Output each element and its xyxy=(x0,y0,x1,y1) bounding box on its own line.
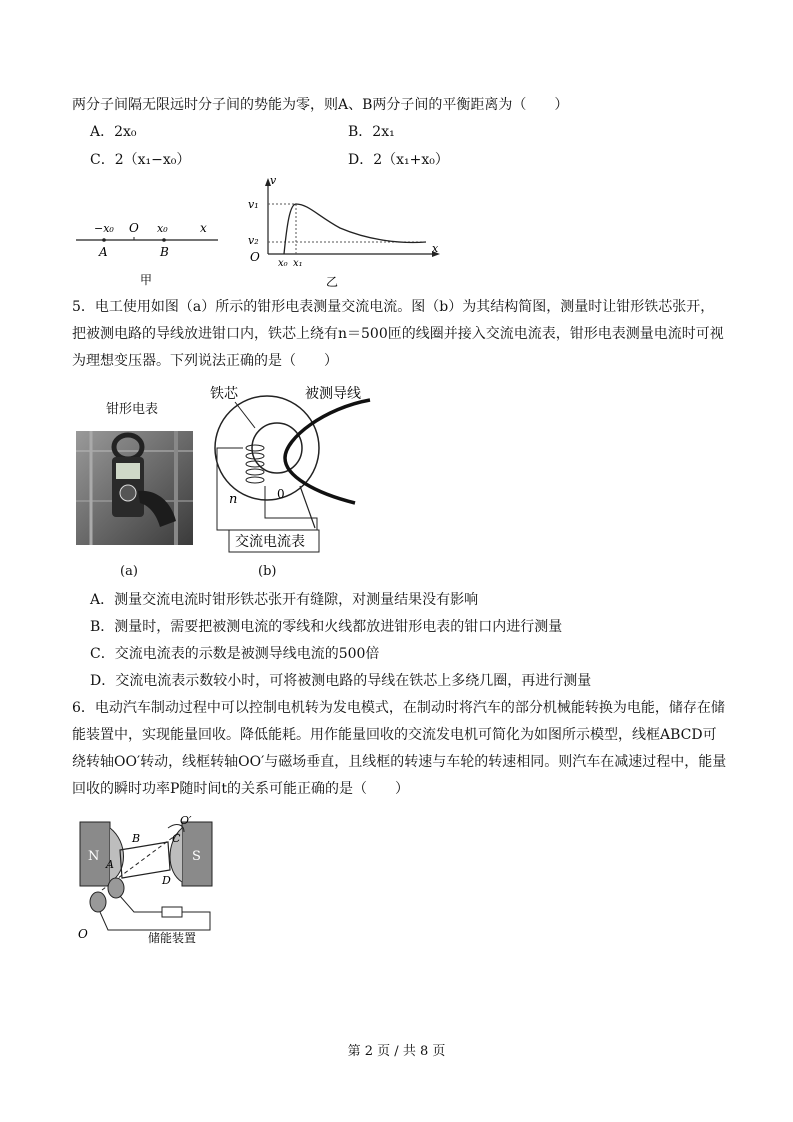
jia-caption: 甲 xyxy=(140,273,153,287)
meter-dial xyxy=(120,485,136,501)
q4-option-d-letter: D． xyxy=(348,152,374,168)
q5-fig-b-caption: (b) xyxy=(258,564,277,579)
fig-b-n-label: n xyxy=(229,492,238,507)
jia-point-a xyxy=(102,238,106,242)
fig-b-coil xyxy=(246,445,264,483)
q4-option-b xyxy=(348,122,395,142)
jia-x-label: x xyxy=(200,221,207,235)
fig-b-measured-wire xyxy=(285,400,370,503)
yi-x-label: x xyxy=(432,242,439,255)
q4-option-b-letter: B． xyxy=(348,124,373,140)
yi-x1-label: x₁ xyxy=(293,258,303,269)
yi-v2-label: v₂ xyxy=(248,234,259,247)
q6-stem-line-3: 绕转轴OO′转动，线框转轴OO′与磁场垂直，且线框的转速与车轮的转速相同。则汽车在减速过程中，能量 xyxy=(72,754,727,770)
q4-option-a-text: 2x₀ xyxy=(114,124,137,140)
fig-b-core-inner xyxy=(252,423,302,473)
fig-b-core-pointer xyxy=(235,402,255,428)
yi-curve xyxy=(284,204,426,254)
yi-caption: 乙 xyxy=(326,275,339,289)
q5-fig-a-photo xyxy=(76,431,193,545)
axis-o-prime-label: O′ xyxy=(180,814,192,827)
storage-label: 储能装置 xyxy=(148,931,197,944)
fig-b-meter-label: 交流电流表 xyxy=(235,534,305,550)
yi-x0-label: x₀ xyxy=(278,258,288,269)
magnet-n-label: N xyxy=(88,849,100,864)
jia-point-b xyxy=(162,238,166,242)
q6-stem-line-1: 6．电动汽车制动过程中可以控制电机转为发电模式，在制动时将汽车的部分机械能转换为电能，储存在储 xyxy=(72,700,725,716)
q5-fig-b xyxy=(205,378,405,558)
q5-option-c: C．交流电流表的示数是被测导线电流的500倍 xyxy=(90,646,380,662)
jia-b-label: B xyxy=(160,245,169,259)
axis-o-label: O xyxy=(78,927,88,941)
q4-option-c-letter: C． xyxy=(90,152,115,168)
slip-ring-1 xyxy=(108,878,124,898)
storage-device-box xyxy=(162,907,182,917)
fig-b-lead-right xyxy=(265,486,317,530)
coil-d-label: D xyxy=(162,874,171,887)
meter-display xyxy=(116,463,140,479)
q4-figure-jia xyxy=(72,210,222,290)
q5-stem-line-1: 5．电工使用如图（a）所示的钳形电表测量交流电流。图（b）为其结构简图，测量时让钳形铁芯张开， xyxy=(72,299,715,315)
q4-option-a-letter: A． xyxy=(90,124,115,140)
brush-lead-2 xyxy=(100,912,210,930)
q6-stem-line-4: 回收的瞬时功率P随时间t的关系可能正确的是（ ） xyxy=(72,781,410,797)
q6-figure xyxy=(72,812,217,944)
q5-option-a: A．测量交流电流时钳形铁芯张开有缝隙，对测量结果没有影响 xyxy=(90,592,479,608)
q5-stem-line-2: 把被测电路的导线放进钳口内，铁芯上绕有n＝500匝的线圈并接入交流电流表，钳形电表测量电流时可视 xyxy=(72,326,724,342)
yi-v-label: v xyxy=(270,174,277,187)
q4-option-d xyxy=(348,150,449,170)
q5-fig-a-title: 钳形电表 xyxy=(106,402,159,417)
slip-ring-2 xyxy=(90,892,106,912)
yi-v1-label: v₁ xyxy=(248,198,259,211)
q4-figure-yi xyxy=(240,172,445,292)
fig-b-gap xyxy=(300,486,315,528)
coil-a-label: A xyxy=(106,858,114,871)
q5-option-d: D．交流电流表示数较小时，可将被测电路的导线在铁芯上多绕几圈，再进行测量 xyxy=(90,673,592,689)
jia-origin: O xyxy=(129,221,139,235)
brush-lead-1 xyxy=(120,896,162,912)
q6-stem-line-2: 能装置中，实现能量回收。降低能耗。用作能量回收的交流发电机可简化为如图所示模型，线框ABCD可 xyxy=(72,727,717,743)
q4-stem: 两分子间隔无限远时分子间的势能为零，则A、B两分子间的平衡距离为（ ） xyxy=(72,97,569,113)
fig-b-wire-label: 被测导线 xyxy=(305,386,361,402)
q4-option-c xyxy=(90,150,190,170)
magnet-s-label: S xyxy=(192,849,201,864)
q4-option-d-text: 2（x₁+x₀） xyxy=(373,152,449,168)
jia-a-label: A xyxy=(99,245,108,259)
q5-fig-a-caption: (a) xyxy=(120,564,138,579)
q4-option-b-text: 2x₁ xyxy=(372,124,395,140)
yi-origin: O xyxy=(250,250,260,264)
coil-c-label: C xyxy=(172,832,181,845)
fig-b-iron-core-label: 铁芯 xyxy=(210,386,238,402)
jia-neg-x0: −x₀ xyxy=(94,222,114,235)
q5-option-b: B．测量时，需要把被测电流的零线和火线都放进钳形电表的钳口内进行测量 xyxy=(90,619,563,635)
jia-x0: x₀ xyxy=(157,222,168,235)
coil-frame xyxy=(120,842,170,878)
fig-b-zero-label: 0 xyxy=(277,487,285,501)
page-footer: 第 2 页 / 共 8 页 xyxy=(347,1044,446,1059)
coil-b-label: B xyxy=(132,832,141,845)
q5-stem-line-3: 为理想变压器。下列说法正确的是（ ） xyxy=(72,353,338,369)
q4-option-c-text: 2（x₁−x₀） xyxy=(114,152,191,168)
q4-option-a xyxy=(90,122,137,142)
fig-b-lead-left xyxy=(217,448,243,530)
